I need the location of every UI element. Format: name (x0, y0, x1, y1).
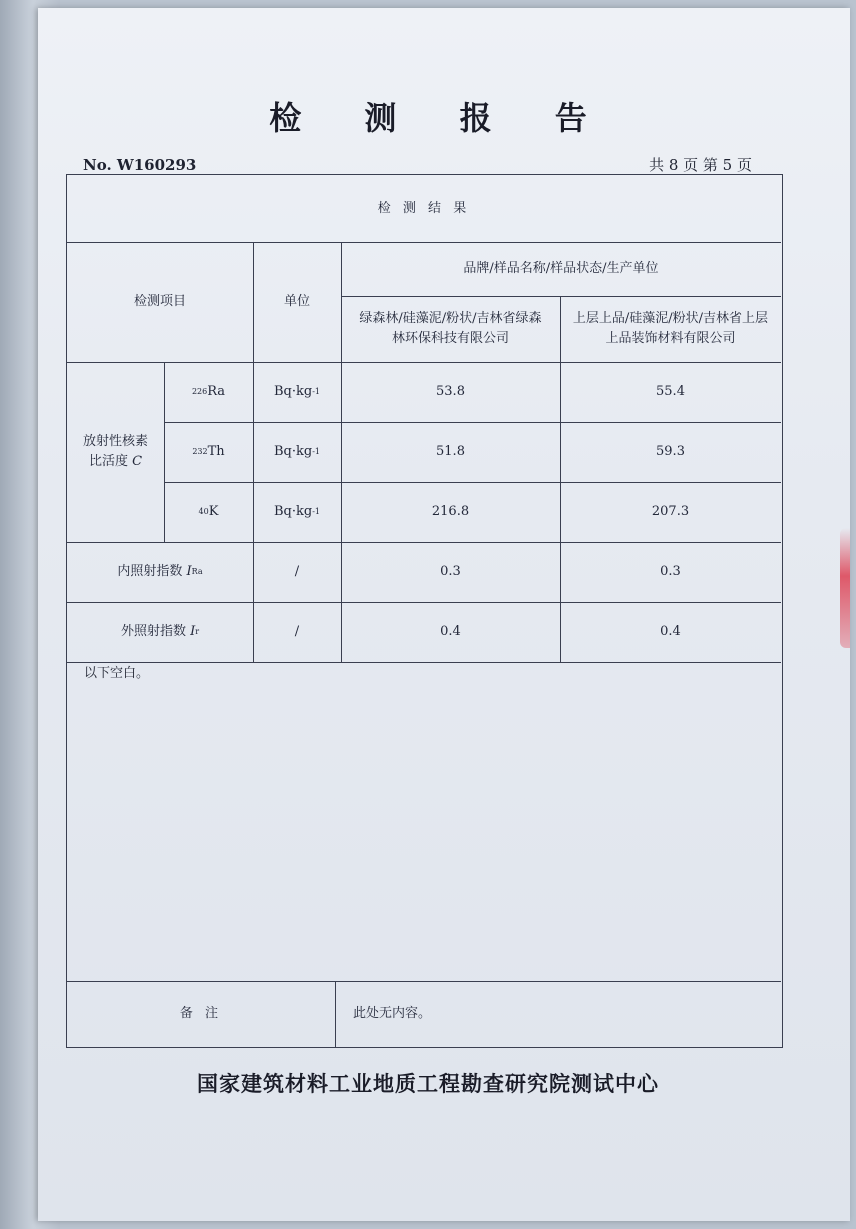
value-th-sample-2: 59.3 (656, 444, 685, 459)
internal-index-sample-2: 0.3 (660, 564, 681, 579)
red-seal-mark (840, 528, 850, 648)
section-title: 检 测 结 果 (377, 200, 471, 216)
internal-index-unit: / (294, 564, 300, 579)
external-index-unit: / (294, 624, 300, 639)
value-k-sample-2: 207.3 (651, 504, 690, 519)
radioactivity-label-line1: 放射性核素 (82, 434, 148, 449)
internal-index-sample-1: 0.3 (440, 564, 461, 579)
nuclide-ra: 226 Ra (191, 384, 226, 399)
page-info: 共 8 页 第 5 页 (649, 156, 752, 174)
results-table (66, 174, 783, 1048)
nuclide-k: 40 K (198, 504, 219, 519)
report-title: 检 测 报 告 (269, 99, 613, 137)
header-item: 检测项目 (133, 294, 186, 309)
header-sample-2: 上层上品/硅藻泥/粉状/吉林省上层上品装饰材料有限公司 (572, 311, 769, 346)
value-k-sample-1: 216.8 (431, 504, 470, 519)
unit-k: Bq·kg -1 (273, 504, 320, 519)
header-sample-group: 品牌/样品名称/样品状态/生产单位 (463, 261, 659, 276)
blank-below-note: 以下空白。 (84, 666, 150, 681)
header-sample-1: 绿森林/硅藻泥/粉状/吉林省绿森林环保科技有限公司 (359, 311, 542, 346)
radioactivity-label (67, 362, 164, 542)
unit-th: Bq·kg -1 (273, 444, 320, 459)
unit-ra: Bq·kg -1 (273, 384, 320, 399)
value-th-sample-1: 51.8 (436, 444, 465, 459)
header-unit: 单位 (283, 294, 310, 309)
remarks-value: 此处无内容。 (353, 1006, 432, 1021)
value-ra-sample-1: 53.8 (436, 384, 465, 399)
radioactivity-symbol: C (132, 454, 143, 469)
issuing-organization: 国家建筑材料工业地质工程勘查研究院测试中心 (197, 1071, 659, 1096)
external-index-label: 外照射指数 I r (120, 624, 200, 639)
nuclide-th: 232 Th (192, 444, 225, 459)
report-number: No. W160293 (83, 156, 197, 174)
external-index-sample-2: 0.4 (660, 624, 681, 639)
remarks-label: 备 注 (179, 1006, 223, 1021)
value-ra-sample-2: 55.4 (656, 384, 685, 399)
radioactivity-label-line2: 比活度 C (88, 454, 143, 469)
external-index-sample-1: 0.4 (440, 624, 461, 639)
internal-index-label: 内照射指数 I Ra (117, 564, 203, 579)
